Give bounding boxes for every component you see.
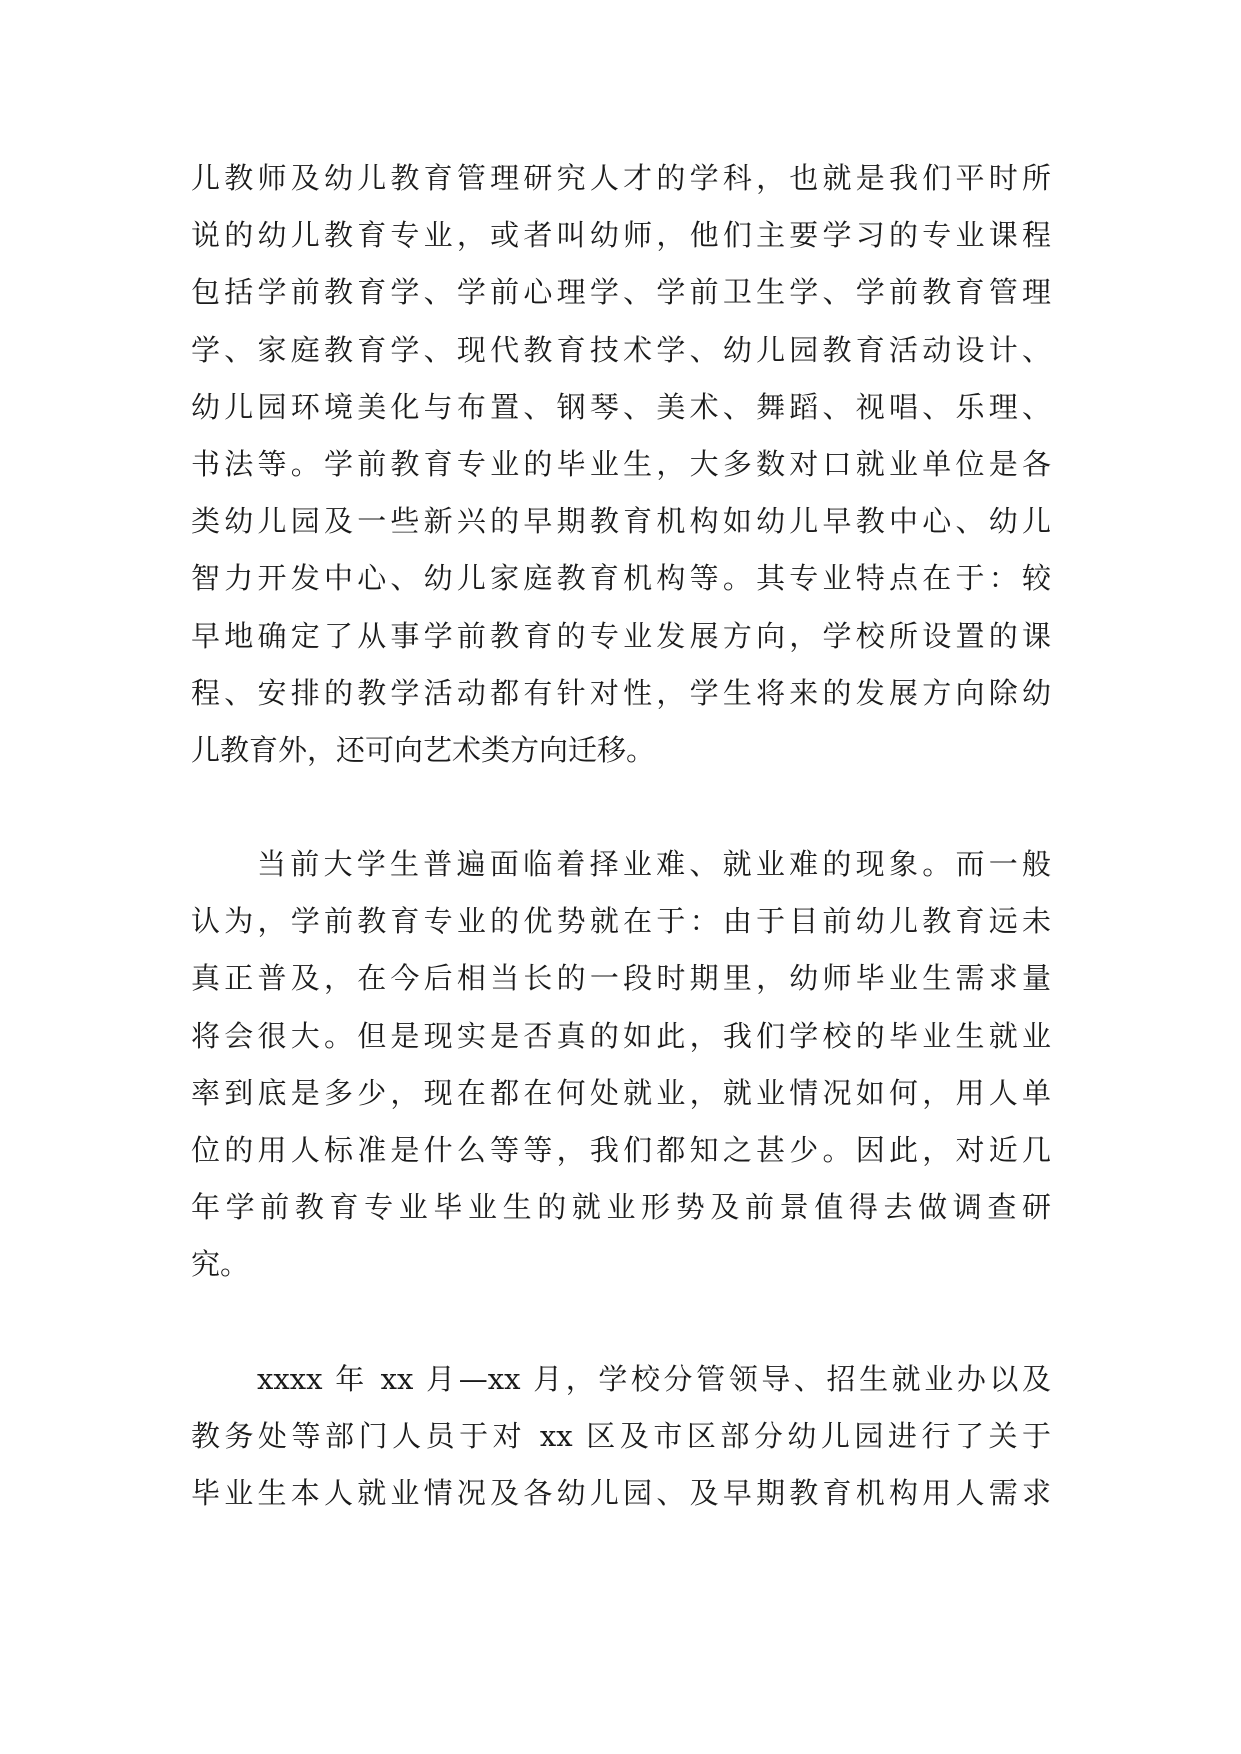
paragraph-spacer (191, 779, 1051, 836)
text-line: 书法等。学前教育专业的毕业生，大多数对口就业单位是各 (191, 446, 1051, 481)
text-line: 将会很大。但是现实是否真的如此，我们学校的毕业生就业 (191, 1018, 1051, 1053)
text-line: 真正普及，在今后相当长的一段时期里，幼师毕业生需求量 (191, 961, 1051, 996)
text-line: 类幼儿园及一些新兴的早期教育机构如幼儿早教中心、幼儿 (191, 504, 1051, 539)
paragraph-2 (191, 836, 1051, 1294)
text-line: 毕业生本人就业情况及各幼儿园、及早期教育机构用人需求 (191, 1475, 1051, 1510)
text-line: 教务处等部门人员于对 xx 区及市区部分幼儿园进行了关于 (191, 1418, 1051, 1453)
text-line: 早地确定了从事学前教育的专业发展方向，学校所设置的课 (191, 618, 1051, 653)
paragraph-1 (191, 150, 1051, 779)
paragraph-3 (191, 1351, 1051, 1523)
text-line: 当前大学生普遍面临着择业难、就业难的现象。而一般 (257, 847, 1051, 882)
text-line: 儿教师及幼儿教育管理研究人才的学科，也就是我们平时所 (191, 161, 1051, 195)
text-line: 率到底是多少，现在都在何处就业，就业情况如何，用人单 (191, 1075, 1051, 1110)
text-line: xxxx 年 xx 月—xx 月，学校分管领导、招生就业办以及 (257, 1361, 1051, 1396)
text-line: 程、安排的教学活动都有针对性，学生将来的发展方向除幼 (191, 675, 1051, 710)
text-line: 包括学前教育学、学前心理学、学前卫生学、学前教育管理 (191, 275, 1051, 310)
document-page (191, 150, 1051, 1522)
text-line: 幼儿园环境美化与布置、钢琴、美术、舞蹈、视唱、乐理、 (191, 389, 1051, 424)
text-line: 说的幼儿教育专业，或者叫幼师，他们主要学习的专业课程 (191, 218, 1051, 253)
text-line: 学、家庭教育学、现代教育技术学、幼儿园教育活动设计、 (191, 332, 1051, 367)
text-line: 究。 (191, 1247, 250, 1282)
text-line: 认为，学前教育专业的优势就在于：由于目前幼儿教育远未 (191, 904, 1051, 939)
text-line: 智力开发中心、幼儿家庭教育机构等。其专业特点在于：较 (191, 561, 1051, 596)
text-line: 位的用人标准是什么等等，我们都知之甚少。因此，对近几 (191, 1133, 1051, 1167)
text-line: 儿教育外，还可向艺术类方向迁移。 (191, 732, 656, 767)
paragraph-spacer (191, 1294, 1051, 1351)
text-line: 年学前教育专业毕业生的就业形势及前景值得去做调查研 (191, 1190, 1051, 1225)
